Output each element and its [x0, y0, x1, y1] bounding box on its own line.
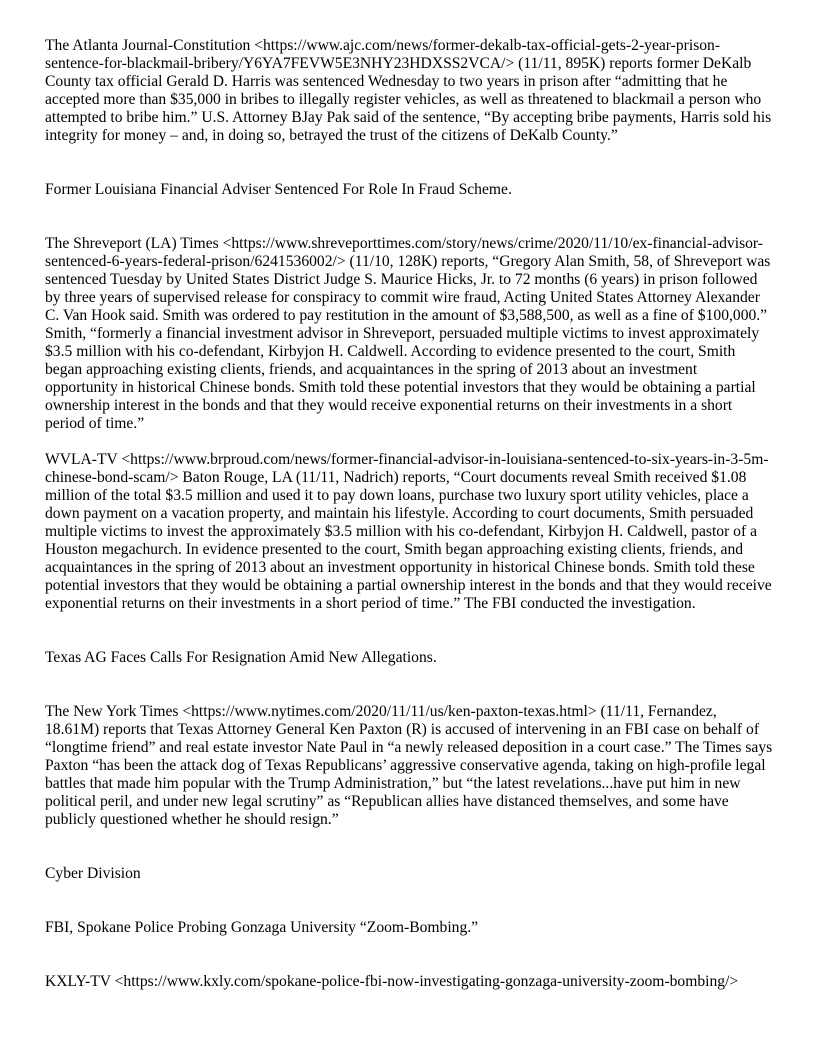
spacer	[45, 829, 773, 865]
texas-ag-headline: Texas AG Faces Calls For Resignation Amid New Allegations.	[45, 649, 437, 666]
spacer	[45, 433, 773, 451]
wvla-tv-paragraph: WVLA-TV <https://www.brproud.com/news/former-financial-advisor-in-louisiana-sentenced-to-six-years-in-3-5m-chinese-bond-scam/> Baton Rouge, LA (11/11, Nadrich) reports, “Court documents reveal Smith received $1.08 million of the total $3.5 million and used it to pay down loans, purchase two luxury sport utility vehicles, place a down payment on a vacation property, and maintain his lifestyle. According to court documents, Smith persuaded multiple victims to invest the approximately $3.5 million with his co-defendant, Kirbyjon H. Caldwell, pastor of a Houston megachurch. In evidence presented to the court, Smith began approaching existing clients, friends, and acquaintances in the spring of 2013 about an investment opportunity in historical Chinese bonds. Smith told these potential investors that they would be obtaining a partial ownership interest in the bonds and that they would receive exponential returns on their investments in a short period of time.” The FBI conducted the investigation.	[45, 451, 772, 612]
spacer	[45, 667, 773, 703]
shreveport-times-paragraph: The Shreveport (LA) Times <https://www.shreveporttimes.com/story/news/crime/2020/11/10/ex-financial-advisor-sentenced-6-years-federal-prison/6241536002/> (11/10, 128K) reports, “Gregory Alan Smith, 58, of Shreveport was sentenced Tuesday by United States District Judge S. Maurice Hicks, Jr. to 72 months (6 years) in prison followed by three years of supervised release for conspiracy to commit wire fraud, Acting United States Attorney Alexander C. Van Hook said. Smith was ordered to pay restitution in the amount of $3,588,500, as well as a fine of $100,000.” Smith, “formerly a financial investment advisor in Shreveport, persuaded multiple victims to invest approximately $3.5 million with his co-defendant, Kirbyjon H. Caldwell. According to evidence presented to the court, Smith began approaching existing clients, friends, and acquaintances in the spring of 2013 about an investment opportunity in historical Chinese bonds. Smith told these potential investors that they would be obtaining a partial ownership interest in the bonds and that they would receive exponential returns on their investments in a short period of time.”	[45, 235, 771, 432]
gonzaga-zoom-bombing-headline: FBI, Spokane Police Probing Gonzaga University “Zoom-Bombing.”	[45, 919, 479, 936]
spacer	[45, 199, 773, 235]
kxly-tv-paragraph: KXLY-TV <https://www.kxly.com/spokane-police-fbi-now-investigating-gonzaga-university-zoom-bombing/>	[45, 973, 739, 990]
cyber-division-section-heading: Cyber Division	[45, 865, 141, 882]
spacer	[45, 613, 773, 649]
spacer	[45, 145, 773, 181]
spacer	[45, 937, 773, 973]
ajc-article-paragraph: The Atlanta Journal-Constitution <https://www.ajc.com/news/former-dekalb-tax-official-gets-2-year-prison-sentence-for-blackmail-bribery/Y6YA7FEVW5E3NHY23HDXSS2VCA/> (11/11, 895K) reports former DeKalb County tax official Gerald D. Harris was sentenced Wednesday to two years in prison after “admitting that he accepted more than $35,000 in bribes to illegally register vehicles, as well as threatened to blackmail a person who attempted to bribe him.” U.S. Attorney BJay Pak said of the sentence, “By accepting bribe payments, Harris sold his integrity for money – and, in doing so, betrayed the trust of the citizens of DeKalb County.”	[45, 37, 772, 144]
nyt-paragraph: The New York Times <https://www.nytimes.com/2020/11/11/us/ken-paxton-texas.html> (11/11, Fernandez, 18.61M) reports that Texas Attorney General Ken Paxton (R) is accused of intervening in an FBI case on behalf of “longtime friend” and real estate investor Nate Paul in “a newly released deposition in a court case.” The Times says Paxton “has been the attack dog of Texas Republicans’ aggressive conservative agenda, taking on high-profile legal battles that made him popular with the Trump Administration,” but “the latest revelations...have put him in new political peril, and under new legal scrutiny” as “Republican allies have distanced themselves, and some have publicly questioned whether he should resign.”	[45, 703, 773, 828]
louisiana-adviser-headline: Former Louisiana Financial Adviser Sentenced For Role In Fraud Scheme.	[45, 181, 512, 198]
spacer	[45, 883, 773, 919]
document-page	[45, 37, 773, 991]
